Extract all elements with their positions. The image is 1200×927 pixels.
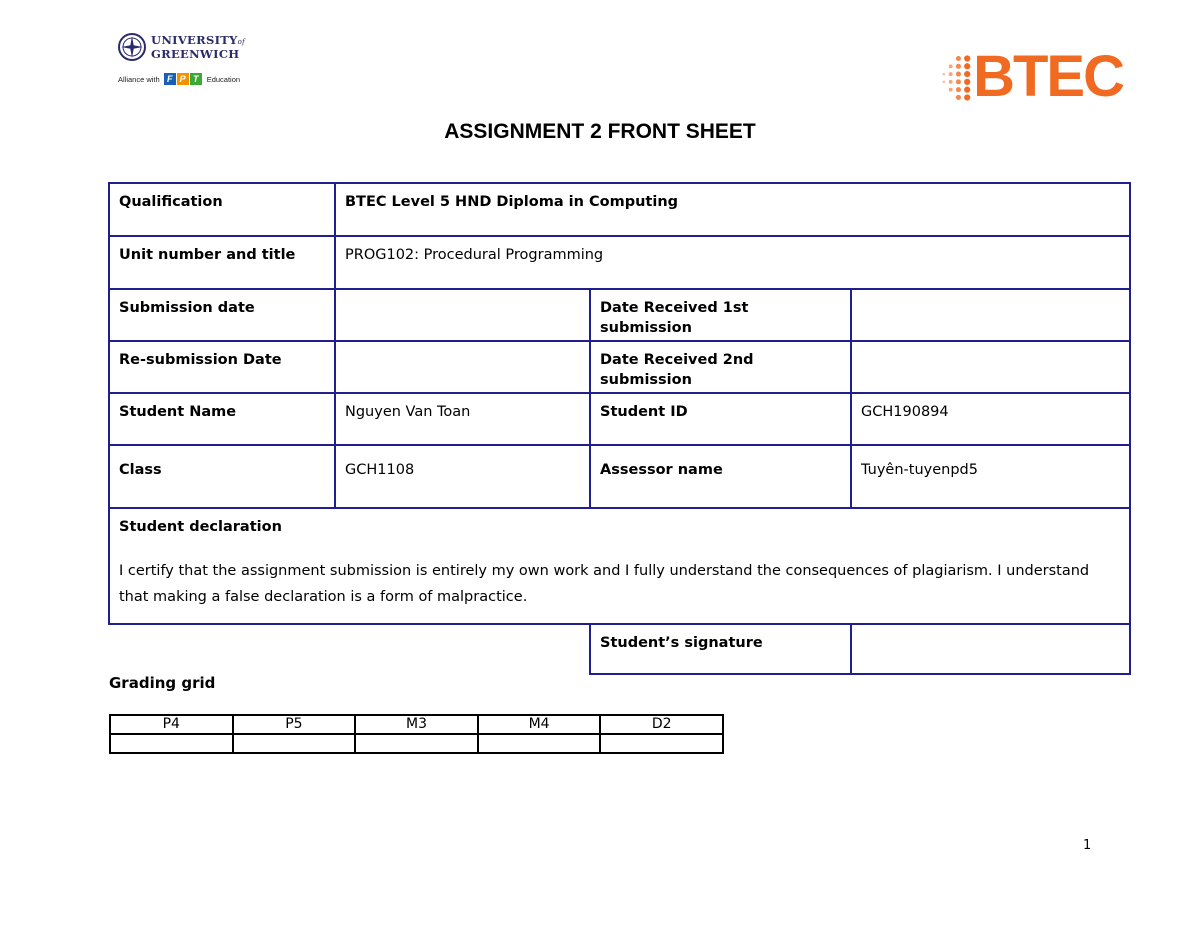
signature-label: Student’s signature bbox=[590, 624, 851, 674]
alliance-suffix: Education bbox=[206, 74, 241, 84]
table-row bbox=[109, 236, 1130, 289]
resubmission-date-value bbox=[335, 341, 590, 393]
btec-logo bbox=[938, 44, 1123, 109]
assessor-name-label: Assessor name bbox=[590, 445, 851, 508]
unit-value: PROG102: Procedural Programming bbox=[335, 236, 1130, 289]
table-row bbox=[109, 445, 1130, 508]
grade-header-d2: D2 bbox=[600, 715, 723, 734]
assessor-name-value: Tuyên-tuyenpd5 bbox=[851, 445, 1130, 508]
student-id-label: Student ID bbox=[590, 393, 851, 445]
table-row bbox=[109, 508, 1130, 624]
table-row bbox=[109, 289, 1130, 341]
compass-seal-icon bbox=[118, 33, 146, 61]
table-row bbox=[109, 341, 1130, 393]
qualification-label: Qualification bbox=[109, 183, 335, 236]
btec-dots-icon bbox=[938, 52, 971, 102]
submission-date-value bbox=[335, 289, 590, 341]
unit-label: Unit number and title bbox=[109, 236, 335, 289]
table-row bbox=[109, 393, 1130, 445]
university-of-greenwich-logo bbox=[118, 33, 258, 95]
page-number: 1 bbox=[1083, 838, 1092, 853]
blank-cell bbox=[109, 624, 590, 674]
front-sheet-table bbox=[108, 182, 1131, 675]
resubmission-date-label: Re-submission Date bbox=[109, 341, 335, 393]
grade-header-p4: P4 bbox=[110, 715, 233, 734]
grade-value-p5 bbox=[233, 734, 356, 753]
submission-date-label: Submission date bbox=[109, 289, 335, 341]
grading-grid-header-row bbox=[110, 715, 723, 734]
student-name-value: Nguyen Van Toan bbox=[335, 393, 590, 445]
date-received-1-value bbox=[851, 289, 1130, 341]
fpt-alliance-line bbox=[118, 73, 258, 85]
student-id-value: GCH190894 bbox=[851, 393, 1130, 445]
grading-grid-table bbox=[109, 714, 724, 754]
table-row bbox=[109, 183, 1130, 236]
grade-header-m4: M4 bbox=[478, 715, 601, 734]
grade-value-m4 bbox=[478, 734, 601, 753]
grading-grid-label: Grading grid bbox=[109, 674, 216, 692]
grade-value-p4 bbox=[110, 734, 233, 753]
btec-wordmark: BTEC bbox=[973, 44, 1123, 109]
university-name: UNIVERSITYof GREENWICH bbox=[151, 33, 246, 61]
class-value: GCH1108 bbox=[335, 445, 590, 508]
grade-header-p5: P5 bbox=[233, 715, 356, 734]
student-name-label: Student Name bbox=[109, 393, 335, 445]
declaration-cell bbox=[109, 508, 1130, 624]
grading-grid-value-row bbox=[110, 734, 723, 753]
date-received-2-value bbox=[851, 341, 1130, 393]
date-received-2-label: Date Received 2nd submission bbox=[590, 341, 851, 393]
grade-value-d2 bbox=[600, 734, 723, 753]
alliance-prefix: Alliance with bbox=[118, 74, 160, 84]
declaration-title: Student declaration bbox=[119, 519, 282, 535]
qualification-value: BTEC Level 5 HND Diploma in Computing bbox=[335, 183, 1130, 236]
page-title: ASSIGNMENT 2 FRONT SHEET bbox=[444, 120, 756, 143]
grade-value-m3 bbox=[355, 734, 478, 753]
declaration-text: I certify that the assignment submission is entirely my own work and I fully understand the consequences of plagiarism. I understand that making a false declaration is a form of malpractice. bbox=[119, 563, 1090, 605]
grade-header-m3: M3 bbox=[355, 715, 478, 734]
fpt-logo: F P T bbox=[164, 73, 203, 85]
signature-value bbox=[851, 624, 1130, 674]
class-label: Class bbox=[109, 445, 335, 508]
date-received-1-label: Date Received 1st submission bbox=[590, 289, 851, 341]
table-row bbox=[109, 624, 1130, 674]
